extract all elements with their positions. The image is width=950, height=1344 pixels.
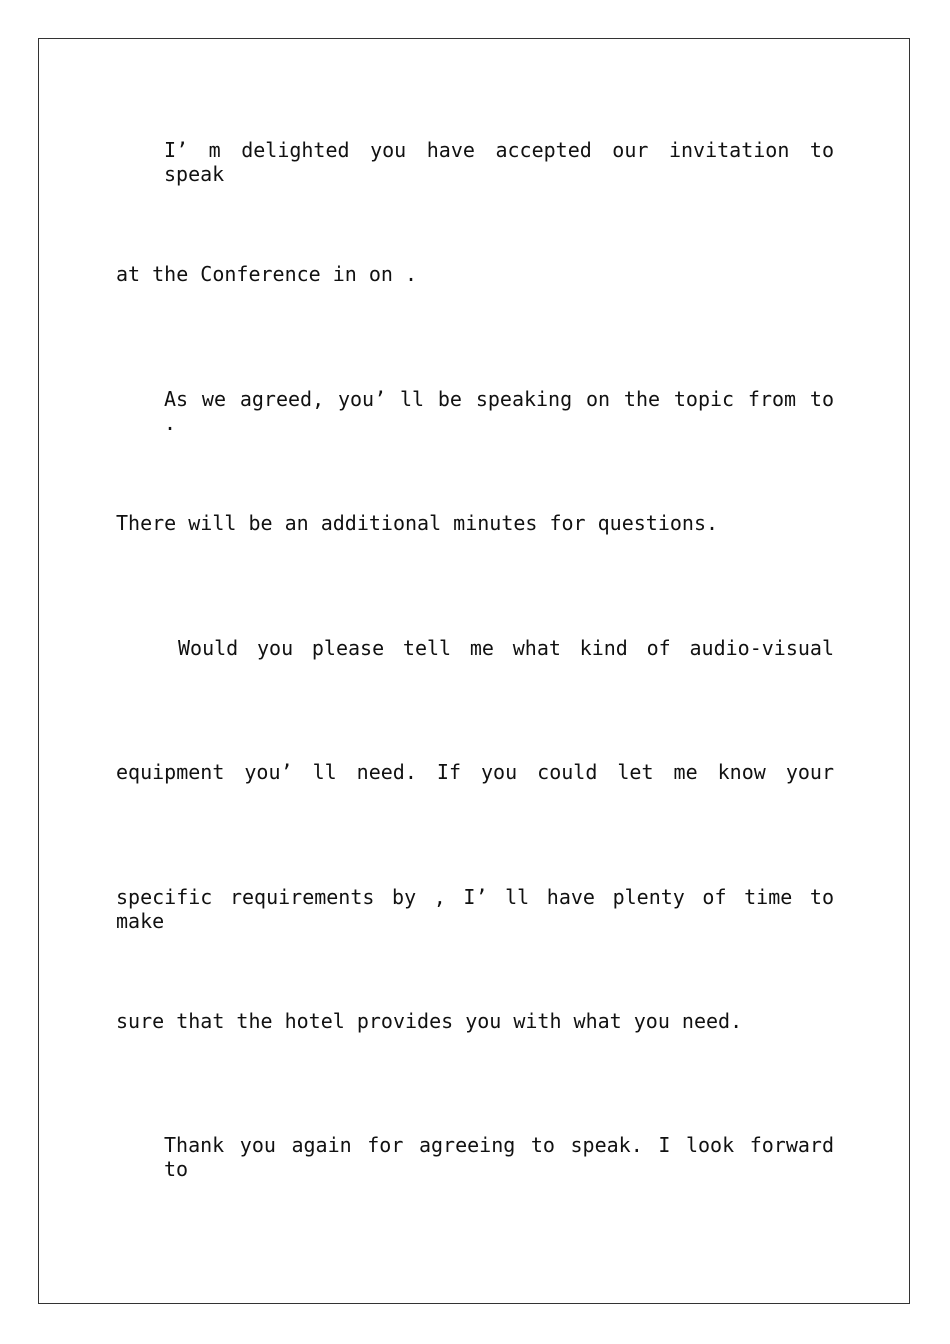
paragraph-3-line-2: equipment you’ ll need. If you could let me know your xyxy=(116,760,834,784)
paragraph-1-line-1: I’ m delighted you have accepted our invitation to speak xyxy=(164,138,834,186)
paragraph-2-line-2: There will be an additional minutes for questions. xyxy=(116,511,719,535)
paragraph-3-line-1: Would you please tell me what kind of audio-visual xyxy=(178,636,834,660)
paragraph-4-line-1: Thank you again for agreeing to speak. I look forward to xyxy=(164,1133,834,1181)
page-border xyxy=(38,38,910,1304)
paragraph-2-line-1: As we agreed, you’ ll be speaking on the topic from to . xyxy=(164,387,834,435)
paragraph-3-line-4: sure that the hotel provides you with what you need. xyxy=(116,1009,743,1033)
paragraph-1-line-2: at the Conference in on . xyxy=(116,262,418,286)
paragraph-3-line-3: specific requirements by , I’ ll have plenty of time to make xyxy=(116,885,834,933)
